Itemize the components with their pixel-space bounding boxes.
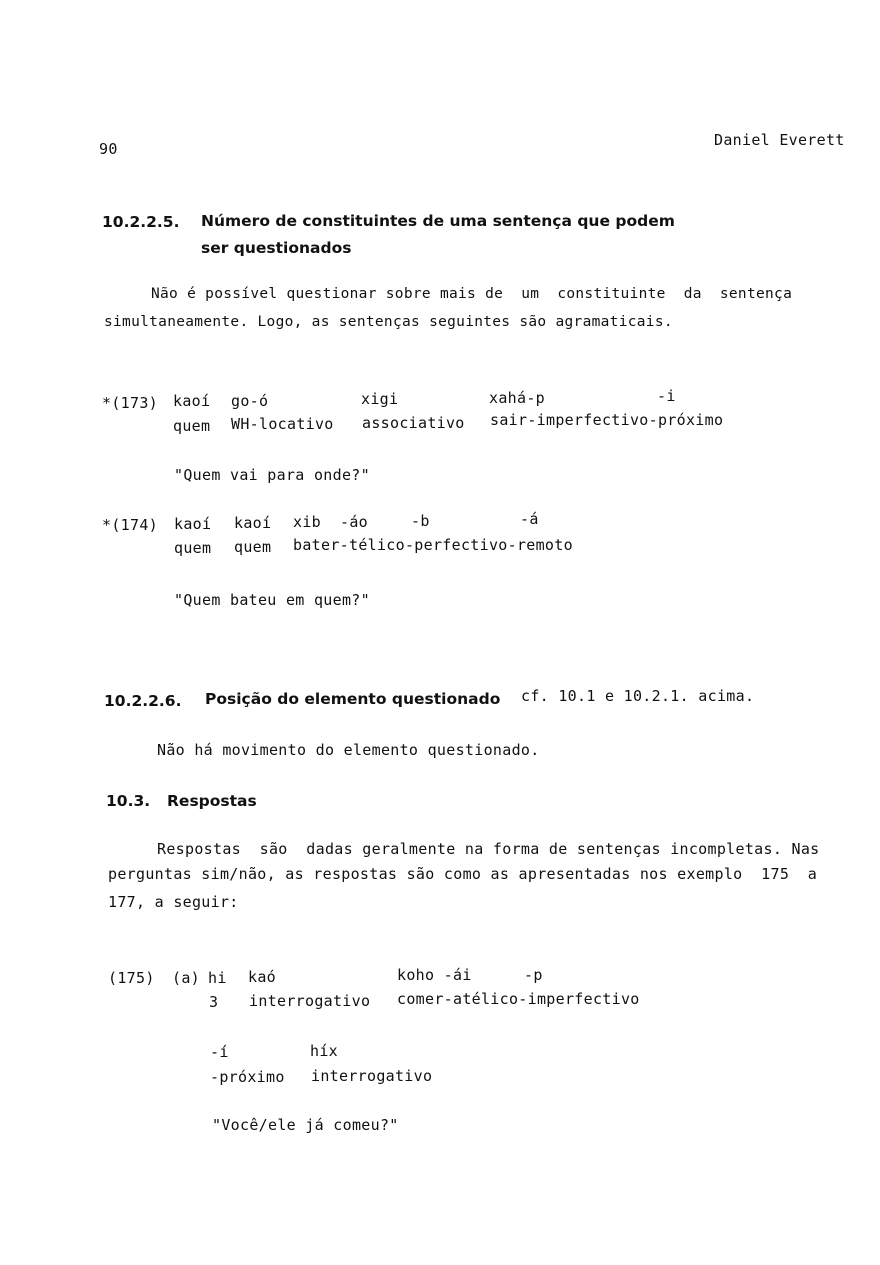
example-gloss: -próximo	[210, 1068, 285, 1086]
example-gloss: bater-télico-perfectivo-remoto	[293, 536, 573, 554]
example-word: kaoí	[234, 514, 272, 532]
example-word: -b	[411, 512, 430, 530]
paragraph-line: 177, a seguir:	[108, 893, 239, 911]
example-gloss: interrogativo	[249, 992, 371, 1010]
paragraph-line: perguntas sim/não, as respostas são como as apresentadas nos exemplo 175 a	[108, 865, 818, 883]
section-title-10-2-2-5-line1: Número de constituintes de uma sentença que podem	[201, 212, 675, 230]
example-word: xib	[293, 513, 321, 531]
example-word: -í	[210, 1043, 229, 1061]
section-title-10-3: Respostas	[167, 792, 257, 810]
paragraph-line: simultaneamente. Logo, as sentenças seguintes são agramaticais.	[104, 314, 673, 330]
example-translation-175: "Você/ele já comeu?"	[212, 1116, 399, 1134]
example-word: hi	[208, 969, 227, 987]
example-word: -p	[524, 966, 543, 984]
example-gloss: WH-locativo	[231, 415, 334, 433]
section-number-10-2-2-6: 10.2.2.6.	[104, 692, 182, 710]
example-gloss: comer-atélico-imperfectivo	[397, 990, 640, 1008]
page-number: 90	[99, 140, 118, 158]
section-title-10-2-2-5-line2: ser questionados	[201, 239, 352, 257]
example-word: -á	[520, 510, 539, 528]
section-number-10-2-2-5: 10.2.2.5.	[102, 213, 180, 231]
example-gloss: quem	[234, 538, 272, 556]
example-gloss: interrogativo	[311, 1067, 433, 1085]
example-word: híx	[310, 1042, 338, 1060]
example-word: -i	[657, 387, 676, 405]
example-word: koho -ái	[397, 966, 472, 984]
example-gloss: sair-imperfectivo-próximo	[490, 411, 724, 429]
example-word: xahá-p	[489, 389, 545, 407]
example-sublabel: (a)	[172, 969, 200, 987]
example-word: kaó	[248, 968, 276, 986]
example-word: kaoí	[174, 515, 212, 533]
example-word: xigi	[361, 390, 399, 408]
example-label-175: (175)	[108, 969, 155, 987]
example-gloss: associativo	[362, 414, 465, 432]
paragraph-line: Respostas são dadas geralmente na forma de sentenças incompletas. Nas	[157, 840, 820, 858]
section-title-10-2-2-6: Posição do elemento questionado	[205, 690, 501, 708]
section-number-10-3: 10.3.	[106, 792, 151, 810]
example-translation-174: "Quem bateu em quem?"	[174, 591, 370, 609]
example-word: go-ó	[231, 392, 269, 410]
example-translation-173: "Quem vai para onde?"	[174, 466, 370, 484]
example-label-174: *(174)	[102, 516, 158, 534]
example-word: -áo	[340, 513, 368, 531]
example-label-173: *(173)	[102, 394, 158, 412]
example-gloss: quem	[173, 417, 211, 435]
example-gloss: quem	[174, 539, 212, 557]
running-header-author: Daniel Everett	[714, 131, 845, 149]
example-word: kaoí	[173, 392, 211, 410]
cross-reference: cf. 10.1 e 10.2.1. acima.	[521, 687, 755, 705]
paragraph-line: Não é possível questionar sobre mais de um constituinte da sentença	[151, 286, 793, 302]
example-gloss: 3	[209, 993, 219, 1011]
paragraph-line: Não há movimento do elemento questionado.	[157, 741, 540, 759]
